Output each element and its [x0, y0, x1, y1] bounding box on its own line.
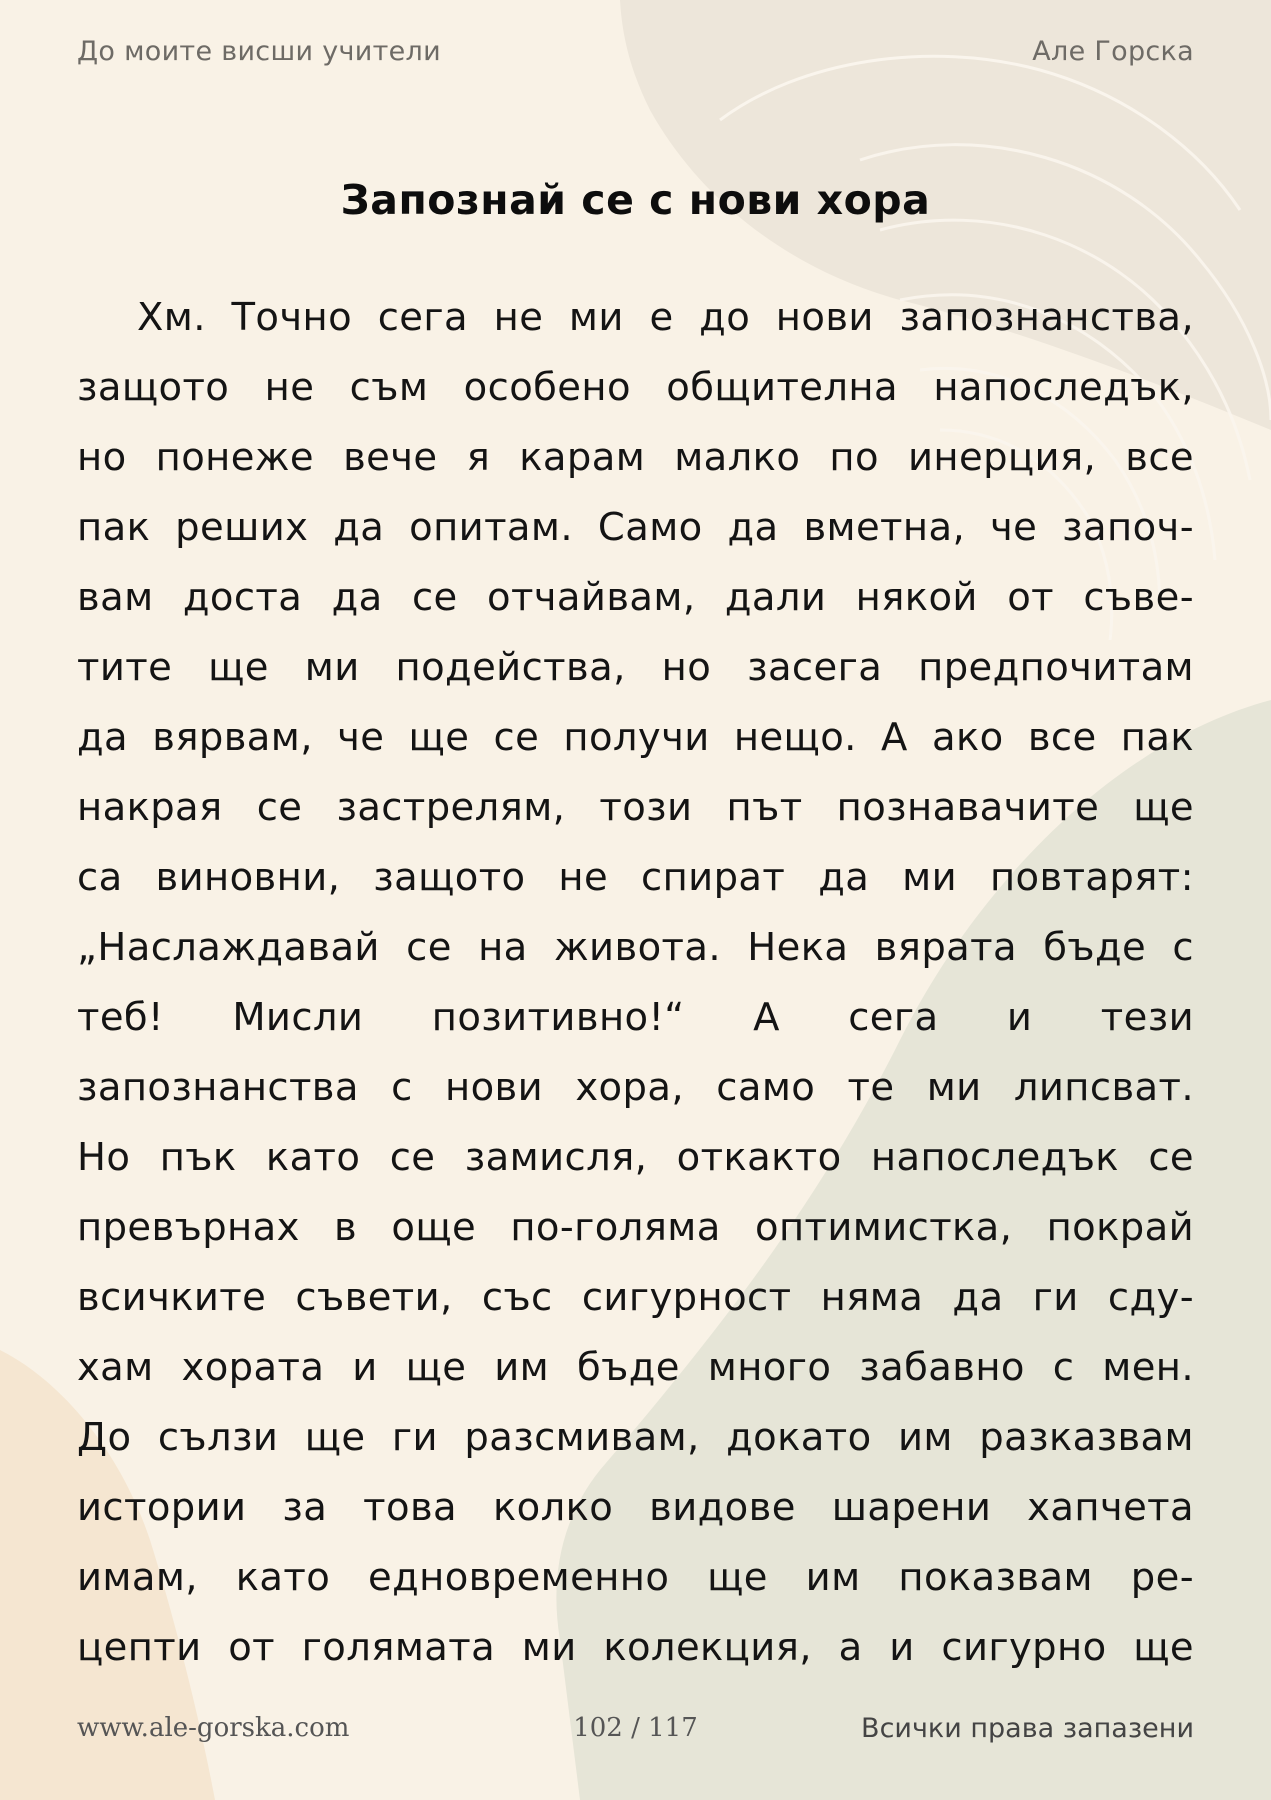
text-line: пак реших да опитам. Само да вметна, че започ- — [77, 505, 1194, 550]
text-line: цепти от голямата ми колекция, а и сигурно ще — [77, 1625, 1194, 1670]
page-header — [77, 36, 1194, 72]
copyright-notice: Всички права запазени — [861, 1713, 1194, 1744]
text-line: накрая се застрелям, този път познавачите ще — [77, 785, 1194, 830]
text-line: всичките съвети, със сигурност няма да ги сду- — [77, 1275, 1194, 1320]
text-line: защото не съм особено общителна напоследък, — [77, 365, 1194, 410]
text-line: хам хората и ще им бъде много забавно с мен. — [77, 1345, 1194, 1390]
text-line: но понеже вече я карам малко по инерция, все — [77, 435, 1194, 480]
text-line: До сълзи ще ги разсмивам, докато им разказвам — [77, 1415, 1194, 1460]
text-line: Но пък като се замисля, откакто напоследък се — [77, 1135, 1194, 1180]
text-line: теб! Мисли позитивно!“ А сега и тези — [77, 995, 1194, 1040]
chapter-title: Запознай се с нови хора — [340, 176, 931, 224]
page-footer — [77, 1713, 1194, 1747]
book-title: До моите висши учители — [77, 36, 441, 67]
author-name: Але Горска — [1032, 36, 1194, 67]
website-link[interactable]: www.ale-gorska.com — [77, 1713, 350, 1743]
chapter-body — [77, 283, 1194, 1683]
text-line: Хм. Точно сега не ми е до нови запознанства, — [137, 295, 1194, 340]
text-line: да вярвам, че ще се получи нещо. А ако все пак — [77, 715, 1194, 760]
text-line: тите ще ми подейства, но засега предпочитам — [77, 645, 1194, 690]
text-line: имам, като едновременно ще им показвам ре- — [77, 1555, 1194, 1600]
text-line: вам доста да се отчайвам, дали някой от съве- — [77, 575, 1194, 620]
text-line: запознанства с нови хора, само те ми липсват. — [77, 1065, 1194, 1110]
text-line: истории за това колко видове шарени хапчета — [77, 1485, 1194, 1530]
text-line: превърнах в още по-голяма оптимистка, покрай — [77, 1205, 1194, 1250]
text-line: са виновни, защото не спират да ми повтарят: — [77, 855, 1194, 900]
text-line: „Наслаждавай се на живота. Нека вярата бъде с — [77, 925, 1194, 970]
page-number: 102 / 117 — [573, 1713, 698, 1743]
